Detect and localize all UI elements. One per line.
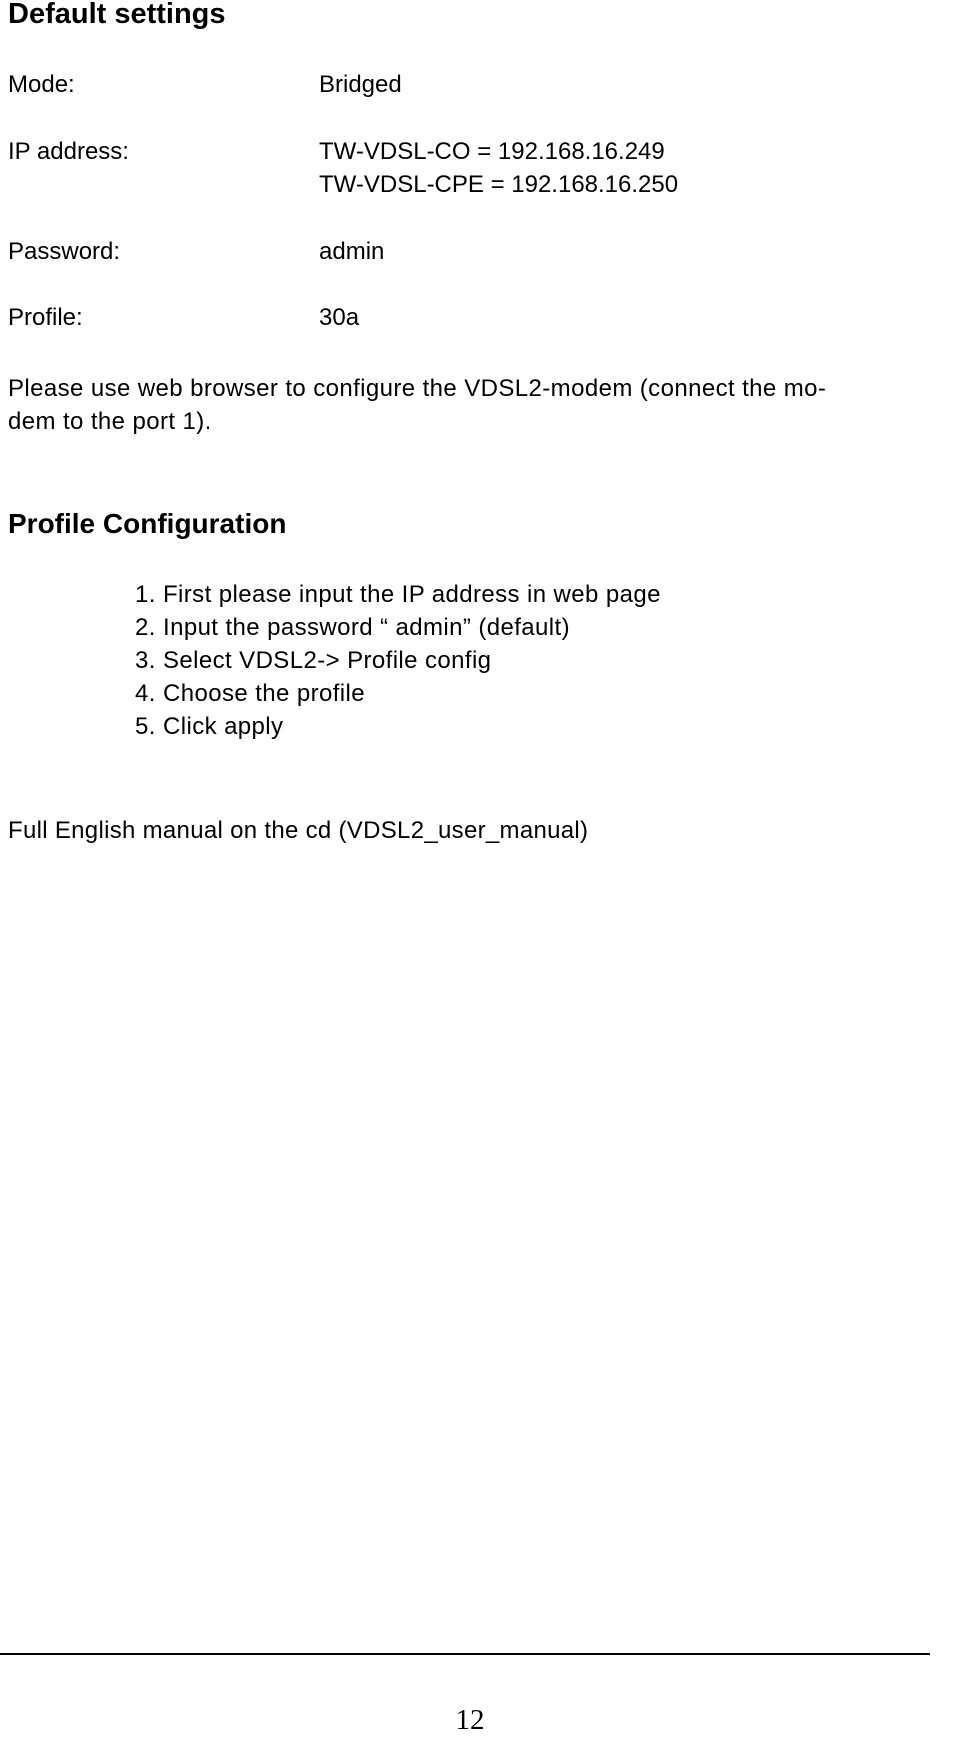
intro-line: dem to the port 1). — [8, 408, 212, 435]
profile-label: Profile: — [8, 304, 83, 331]
step-number: 4. — [135, 680, 156, 707]
ip-address-co-value: TW-VDSL-CO = 192.168.16.249 — [319, 138, 665, 165]
profile-value: 30a — [319, 304, 360, 331]
profile-configuration-heading: Profile Configuration — [8, 508, 287, 539]
step-number: 3. — [135, 647, 156, 674]
step-text: Select VDSL2-> Profile config — [163, 647, 492, 674]
password-label: Password: — [8, 238, 121, 265]
step-number: 1. — [135, 581, 156, 608]
manual-note: Full English manual on the cd (VDSL2_user_manual) — [8, 817, 589, 844]
password-value: admin — [319, 238, 385, 265]
intro-line: Please use web browser to configure the VDSL2-modem (connect the mo- — [8, 375, 827, 402]
footer-divider — [0, 1653, 930, 1655]
mode-label: Mode: — [8, 71, 75, 98]
default-settings-heading: Default settings — [8, 0, 226, 30]
step-text: Choose the profile — [163, 680, 365, 707]
step-number: 5. — [135, 713, 156, 740]
step-text: Input the password “ admin” (default) — [163, 614, 570, 641]
ip-address-label: IP address: — [8, 138, 129, 165]
mode-value: Bridged — [319, 71, 402, 98]
step-text: Click apply — [163, 713, 284, 740]
ip-address-cpe-value: TW-VDSL-CPE = 192.168.16.250 — [319, 171, 679, 198]
intro-paragraph — [8, 372, 948, 438]
step-text: First please input the IP address in web page — [163, 581, 661, 608]
page-number: 12 — [455, 1704, 485, 1736]
step-number: 2. — [135, 614, 156, 641]
